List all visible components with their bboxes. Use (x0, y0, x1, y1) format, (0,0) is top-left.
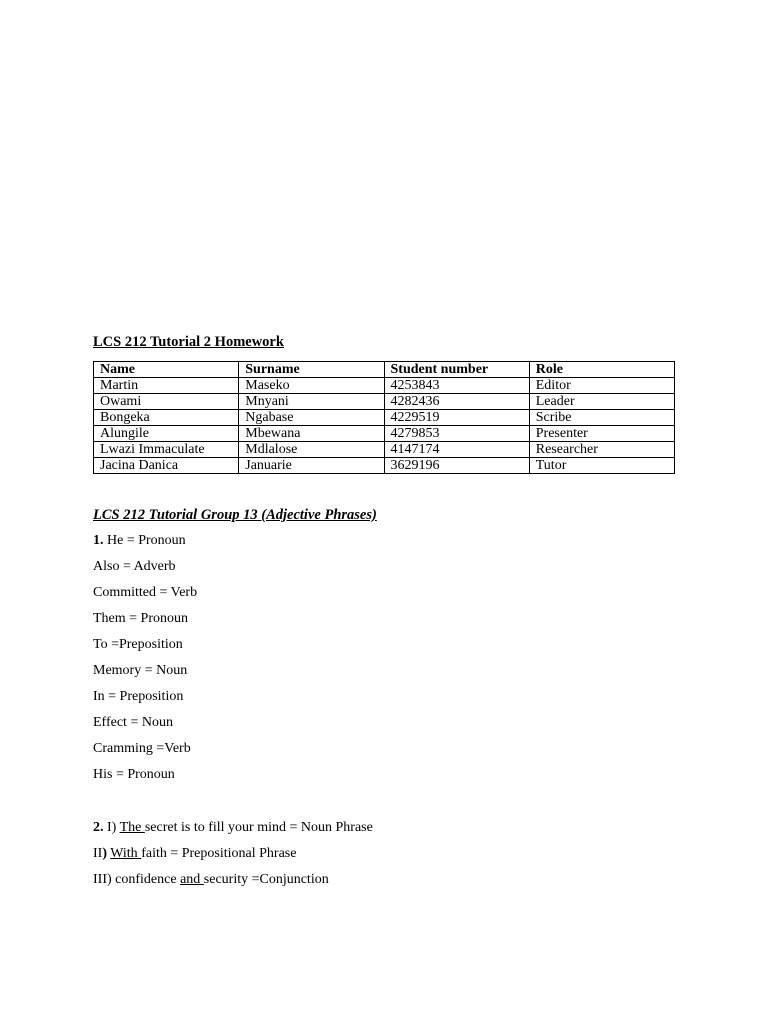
line-rest: security =Conjunction (203, 872, 329, 887)
question-1-line: Memory = Noun (93, 663, 188, 678)
line-paren: ) (102, 846, 107, 861)
cell-role: Tutor (529, 458, 674, 474)
cell-student-number: 4282436 (384, 394, 529, 410)
cell-surname: Maseko (239, 378, 384, 394)
question-1-line: His = Pronoun (93, 767, 175, 782)
cell-name: Alungile (94, 426, 239, 442)
cell-name: Bongeka (94, 410, 239, 426)
underlined-word: With (110, 846, 142, 861)
question-1-line: Effect = Noun (93, 715, 173, 730)
cell-surname: Mbewana (239, 426, 384, 442)
cell-role: Scribe (529, 410, 674, 426)
question-1-line: To =Preposition (93, 637, 183, 652)
underlined-word: The (119, 820, 145, 835)
cell-role: Editor (529, 378, 674, 394)
question-1-line: Them = Pronoun (93, 611, 188, 626)
table-header-row (94, 362, 675, 378)
cell-name: Lwazi Immaculate (94, 442, 239, 458)
cell-student-number: 4279853 (384, 426, 529, 442)
question-2-line-1 (93, 819, 373, 837)
column-header-name: Name (94, 362, 239, 378)
cell-role: Presenter (529, 426, 674, 442)
members-table (93, 361, 675, 474)
table-row (94, 458, 675, 474)
column-header-student-number: Student number (384, 362, 529, 378)
question-2-line-2 (93, 845, 296, 863)
cell-surname: Mnyani (239, 394, 384, 410)
cell-student-number: 4229519 (384, 410, 529, 426)
section-title: LCS 212 Tutorial Group 13 (Adjective Phrases) (93, 507, 377, 523)
column-header-surname: Surname (239, 362, 384, 378)
question-2-line-3 (93, 871, 329, 889)
cell-surname: Januarie (239, 458, 384, 474)
table-row (94, 442, 675, 458)
table-row (94, 426, 675, 442)
question-1-line: Also = Adverb (93, 559, 176, 574)
cell-name: Martin (94, 378, 239, 394)
cell-student-number: 3629196 (384, 458, 529, 474)
cell-student-number: 4147174 (384, 442, 529, 458)
cell-role: Leader (529, 394, 674, 410)
table-row (94, 410, 675, 426)
line-prefix: I) (103, 820, 120, 835)
question-1-line: Cramming =Verb (93, 741, 191, 756)
cell-name: Owami (94, 394, 239, 410)
underlined-word: and (180, 872, 204, 887)
question-1-number: 1. (93, 533, 104, 548)
table-row (94, 394, 675, 410)
question-1-line: In = Preposition (93, 689, 184, 704)
question-1-first-text: He = Pronoun (103, 533, 186, 548)
question-1-line: Committed = Verb (93, 585, 198, 600)
column-header-role: Role (529, 362, 674, 378)
question-1-first-line (93, 532, 186, 550)
line-prefix: III) confidence (93, 872, 181, 887)
cell-role: Researcher (529, 442, 674, 458)
question-2-number: 2. (93, 820, 104, 835)
document-title: LCS 212 Tutorial 2 Homework (93, 334, 284, 350)
cell-name: Jacina Danica (94, 458, 239, 474)
line-rest: faith = Prepositional Phrase (141, 846, 297, 861)
cell-student-number: 4253843 (384, 378, 529, 394)
line-prefix: II (93, 846, 103, 861)
cell-surname: Ngabase (239, 410, 384, 426)
table-row (94, 378, 675, 394)
line-rest: secret is to fill your mind = Noun Phrase (144, 820, 373, 835)
cell-surname: Mdlalose (239, 442, 384, 458)
